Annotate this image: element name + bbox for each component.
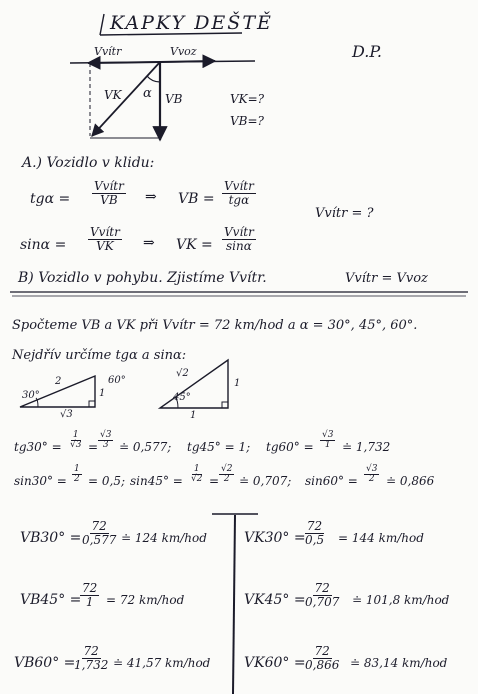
sin45-fraction-2: $\frac{√2}{2}$ (221, 464, 233, 485)
tri1-angle-60: 60° (108, 375, 126, 386)
tg60-fraction: $\frac{√3}{1}$ (322, 430, 334, 451)
tg30-equals: = (88, 440, 99, 454)
results-divider (233, 515, 235, 694)
sin30-result: = 0,5; (88, 474, 125, 488)
sin45-equals: = (209, 474, 220, 488)
vb45-fraction: $\frac{72}{1}$ (82, 581, 98, 609)
tri2-angle-45: 45° (173, 392, 191, 403)
sin60-result: ≐ 0,866 (386, 474, 435, 488)
sin-alpha-lhs: sinα = (20, 237, 67, 253)
vk45-result: ≐ 101,8 km/hod (352, 593, 450, 607)
implies-arrow-2: ⇒ (143, 235, 155, 251)
vk45-fraction: $\frac{72}{0,707}$ (305, 581, 340, 609)
section-b-heading: B) Vozidlo v pohybu. Zjistíme Vvítr. (18, 270, 267, 286)
v-k-lhs: VK = (176, 237, 213, 253)
tri1-hypotenuse: 2 (55, 376, 62, 387)
vk45-lhs: VK45° = (244, 592, 306, 608)
subintro-line: Nejdřív určíme tgα a sinα: (12, 348, 187, 363)
vb30-fraction: $\frac{72}{0,577}$ (82, 519, 117, 547)
sin30-fraction: $\frac{1}{2}$ (74, 464, 80, 485)
label-v-voz: Vvoz (170, 45, 197, 58)
author-initials: D.P. (352, 42, 382, 61)
tri1-base: √3 (60, 409, 73, 420)
tg60-lhs: tg60° = (266, 440, 314, 454)
page-title: KAPKY DEŠTĚ (110, 12, 273, 34)
tri2-base: 1 (190, 410, 197, 421)
sin45-result: ≐ 0,707; (239, 474, 292, 488)
vb45-lhs: VB45° = (20, 592, 82, 608)
section-a-heading: A.) Vozidlo v klidu: (22, 155, 155, 171)
vb60-result: ≐ 41,57 km/hod (113, 656, 211, 670)
sin45-fraction-1: $\frac{1}{√2}$ (191, 464, 203, 485)
vk60-lhs: VK60° = (244, 655, 306, 671)
vb60-fraction: $\frac{72}{1,732}$ (74, 644, 109, 672)
label-v-k: VK (104, 88, 122, 102)
tg30-fraction-1: $\frac{1}{√3}$ (70, 430, 82, 451)
tg30-fraction-2: $\frac{√3}{3}$ (100, 430, 112, 451)
label-unknown-vk: VK=? (230, 92, 265, 106)
tg45-value: tg45° = 1; (187, 440, 251, 454)
label-v-vitr: Vvítr (94, 45, 122, 58)
tg30-lhs: tg30° = (14, 440, 62, 454)
vb60-lhs: VB60° = (14, 655, 76, 671)
label-alpha: α (143, 86, 152, 101)
v-b-lhs: VB = (178, 191, 215, 207)
vk30-fraction: $\frac{72}{0,5}$ (305, 519, 325, 547)
title-bracket (100, 14, 104, 35)
vb30-lhs: VB30° = (20, 530, 82, 546)
angle-arc (147, 76, 160, 82)
vk60-fraction: $\frac{72}{0,866}$ (305, 644, 340, 672)
tri2-side: 1 (234, 378, 241, 389)
v-voz-arrow (160, 61, 215, 62)
sin45-lhs: sin45° = (130, 474, 183, 488)
tg-alpha-lhs: tgα = (30, 191, 71, 207)
triangle-45-right-angle (222, 402, 228, 408)
sin-alpha-fraction: Vvítr VK (90, 225, 120, 253)
tg-alpha-fraction: Vvítr VB (94, 179, 124, 207)
vb45-result: = 72 km/hod (106, 593, 185, 607)
intro-line: Spočteme VB a VK při Vvítr = 72 km/hod a α = 30°, 45°, 60°. (12, 318, 418, 333)
implies-arrow-1: ⇒ (145, 189, 157, 205)
label-v-b: VB (165, 92, 183, 106)
v-k-fraction: Vvítr sinα (224, 225, 254, 253)
tg30-result: ≐ 0,577; (119, 440, 172, 454)
tg60-result: ≐ 1,732 (342, 440, 391, 454)
label-unknown-vb: VB=? (230, 114, 264, 128)
vk30-lhs: VK30° = (244, 530, 306, 546)
v-b-fraction: Vvítr tgα (224, 179, 254, 207)
tri1-angle-30: 30° (22, 390, 40, 401)
triangle-45 (160, 360, 228, 408)
sin60-fraction: $\frac{√3}{2}$ (366, 464, 378, 485)
sin30-lhs: sin30° = (14, 474, 67, 488)
triangle-30-right-angle (89, 401, 95, 407)
v-vitr-arrow (88, 62, 160, 63)
vk30-result: = 144 km/hod (338, 531, 424, 545)
v-vitr-equals-v-voz: Vvítr = Vvoz (345, 271, 428, 286)
tri2-hypotenuse: √2 (176, 368, 189, 379)
vb30-result: ≐ 124 km/hod (121, 531, 207, 545)
v-vitr-unknown: Vvítr = ? (315, 206, 374, 221)
tri1-side: 1 (99, 388, 106, 399)
sin60-lhs: sin60° = (305, 474, 358, 488)
vk60-result: ≐ 83,14 km/hod (350, 656, 448, 670)
